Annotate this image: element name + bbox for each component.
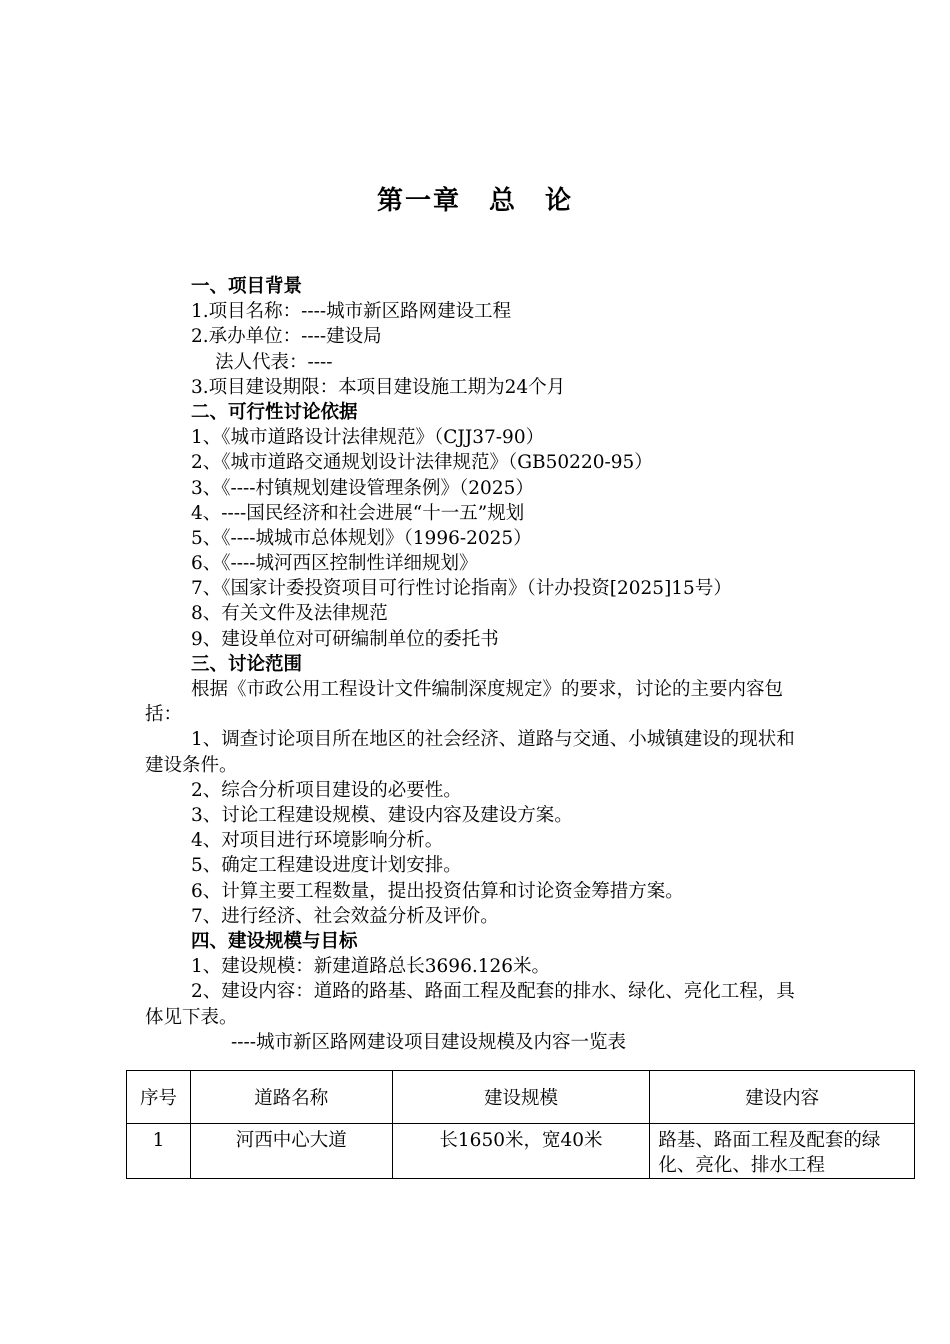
basis-item: 9、建设单位对可研编制单位的委托书: [191, 628, 499, 650]
scale-content-table: [126, 1070, 915, 1179]
table-header-row: [127, 1071, 915, 1124]
document-body: [145, 274, 810, 1055]
basis-item: 1、《城市道路设计法律规范》（CJJ37-90）: [191, 427, 545, 449]
construction-period-line: 3.项目建设期限：本项目建设施工期为24个月: [191, 376, 566, 398]
cell-scale: 长1650米，宽40米: [392, 1124, 650, 1179]
organizer-line: 2.承办单位：----建设局: [191, 326, 382, 348]
table-row: [127, 1124, 915, 1179]
section-heading-scope: 三、讨论范围: [191, 653, 303, 675]
header-scale: 建设规模: [392, 1071, 650, 1124]
basis-item: 3、《----村镇规划建设管理条例》（2025）: [191, 477, 534, 499]
basis-item: 6、《----城河西区控制性详细规划》: [191, 553, 478, 575]
scale-item: 1、建设规模：新建道路总长3696.126米。: [191, 956, 551, 978]
section-heading-basis: 二、可行性讨论依据: [191, 401, 358, 423]
header-content: 建设内容: [650, 1071, 915, 1124]
basis-item: 4、----国民经济和社会进展“十一五”规划: [191, 502, 525, 524]
scope-item: 6、计算主要工程数量，提出投资估算和讨论资金筹措方案。: [191, 880, 684, 902]
basis-item: 7、《国家计委投资项目可行性讨论指南》（计办投资[2025]15号）: [191, 578, 732, 600]
chapter-title: 第一章 总 论: [376, 186, 573, 216]
scope-intro: 根据《市政公用工程设计文件编制深度规定》的要求，讨论的主要内容包括：: [145, 679, 784, 726]
legal-representative-line: 法人代表：----: [215, 351, 333, 373]
project-name-line: 1.项目名称：----城市新区路网建设工程: [191, 301, 512, 323]
scope-item: 2、综合分析项目建设的必要性。: [191, 779, 462, 801]
basis-item: 5、《----城城市总体规划》（1996-2025）: [191, 527, 532, 549]
scope-item: 7、进行经济、社会效益分析及评价。: [191, 905, 499, 927]
table-caption: ----城市新区路网建设项目建设规模及内容一览表: [231, 1031, 627, 1053]
scope-item: 5、确定工程建设进度计划安排。: [191, 855, 462, 877]
cell-index: 1: [127, 1124, 191, 1179]
scope-item: 3、讨论工程建设规模、建设内容及建设方案。: [191, 805, 573, 827]
header-index: 序号: [127, 1071, 191, 1124]
scope-item: 4、对项目进行环境影响分析。: [191, 830, 444, 852]
scope-item: 1、调查讨论项目所在地区的社会经济、道路与交通、小城镇建设的现状和建设条件。: [145, 729, 795, 776]
header-road-name: 道路名称: [190, 1071, 392, 1124]
scale-item: 2、建设内容：道路的路基、路面工程及配套的排水、绿化、亮化工程，具体见下表。: [145, 981, 795, 1028]
basis-item: 2、《城市道路交通规划设计法律规范》（GB50220-95）: [191, 452, 653, 474]
basis-item: 8、有关文件及法律规范: [191, 603, 388, 625]
section-heading-scale: 四、建设规模与目标: [191, 930, 358, 952]
cell-road-name: 河西中心大道: [190, 1124, 392, 1179]
section-heading-background: 一、项目背景: [191, 276, 303, 297]
cell-content: 路基、路面工程及配套的绿化、亮化、排水工程: [650, 1124, 915, 1179]
